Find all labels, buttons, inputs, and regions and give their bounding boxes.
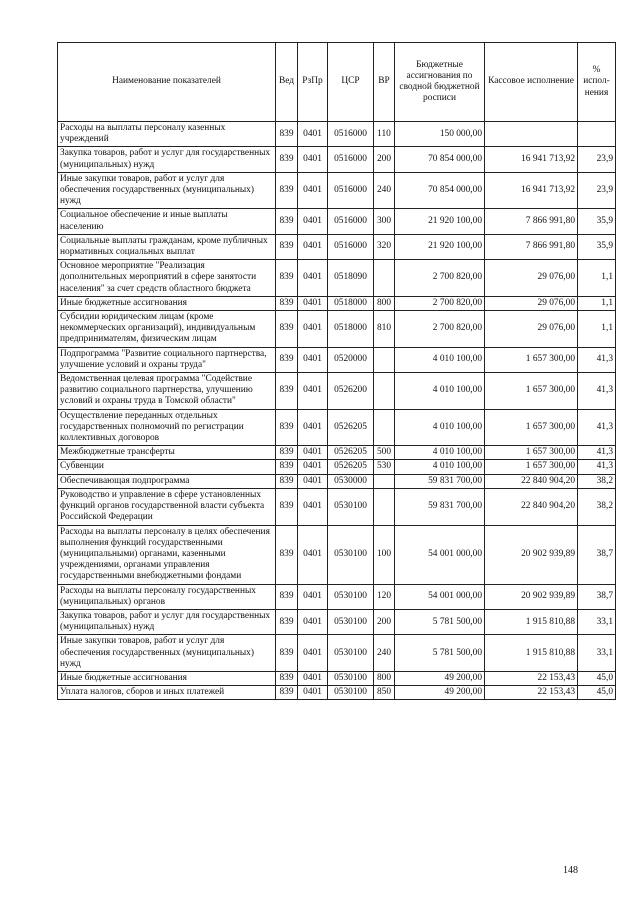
cell-ved: 839 xyxy=(276,635,298,672)
cell-vr: 800 xyxy=(374,671,395,685)
cell-ved: 839 xyxy=(276,311,298,348)
cell-budget: 2 700 820,00 xyxy=(395,296,485,310)
cell-name: Иные закупки товаров, работ и услуг для обеспечения государственных (муниципальных) нужд xyxy=(58,172,276,209)
header-rzpr: РзПр xyxy=(298,43,328,122)
cell-budget: 49 200,00 xyxy=(395,686,485,700)
cell-name: Субсидии юридическим лицам (кроме некоммерческих организаций), индивидуальным предпринимателям, физическим лицам xyxy=(58,311,276,348)
table-row xyxy=(58,609,616,634)
cell-vr xyxy=(374,488,395,525)
cell-ved: 839 xyxy=(276,373,298,410)
cell-rzpr: 0401 xyxy=(298,122,328,147)
cell-name: Иные бюджетные ассигнования xyxy=(58,671,276,685)
cell-csr: 0530100 xyxy=(328,609,374,634)
cell-csr: 0526205 xyxy=(328,409,374,446)
table-row xyxy=(58,147,616,172)
header-pct: % испол-нения xyxy=(578,43,616,122)
cell-cash: 16 941 713,92 xyxy=(485,172,578,209)
cell-cash: 20 902 939,89 xyxy=(485,525,578,584)
header-budget: Бюджетные ассигнования по сводной бюджетной росписи xyxy=(395,43,485,122)
table-row xyxy=(58,446,616,460)
cell-rzpr: 0401 xyxy=(298,446,328,460)
cell-cash: 1 915 810,88 xyxy=(485,635,578,672)
cell-pct: 38,2 xyxy=(578,488,616,525)
cell-vr xyxy=(374,373,395,410)
header-cash: Кассовое исполнение xyxy=(485,43,578,122)
table-row xyxy=(58,488,616,525)
cell-vr: 200 xyxy=(374,147,395,172)
cell-name: Расходы на выплаты персоналу государственных (муниципальных) органов xyxy=(58,584,276,609)
cell-cash: 1 657 300,00 xyxy=(485,460,578,474)
cell-rzpr: 0401 xyxy=(298,373,328,410)
cell-budget: 4 010 100,00 xyxy=(395,347,485,372)
cell-csr: 0530100 xyxy=(328,525,374,584)
cell-cash: 1 657 300,00 xyxy=(485,409,578,446)
cell-cash: 22 840 904,20 xyxy=(485,474,578,488)
cell-csr: 0518090 xyxy=(328,260,374,297)
cell-budget: 4 010 100,00 xyxy=(395,409,485,446)
cell-vr: 240 xyxy=(374,635,395,672)
cell-ved: 839 xyxy=(276,488,298,525)
cell-vr: 850 xyxy=(374,686,395,700)
cell-pct: 1,1 xyxy=(578,311,616,348)
cell-rzpr: 0401 xyxy=(298,525,328,584)
cell-cash: 1 657 300,00 xyxy=(485,347,578,372)
cell-csr: 0530100 xyxy=(328,686,374,700)
cell-ved: 839 xyxy=(276,147,298,172)
cell-vr: 320 xyxy=(374,234,395,259)
cell-budget: 21 920 100,00 xyxy=(395,234,485,259)
cell-pct: 23,9 xyxy=(578,147,616,172)
cell-csr: 0526205 xyxy=(328,460,374,474)
cell-name: Уплата налогов, сборов и иных платежей xyxy=(58,686,276,700)
cell-pct: 41,3 xyxy=(578,409,616,446)
cell-name: Субвенции xyxy=(58,460,276,474)
table-row xyxy=(58,311,616,348)
table-row xyxy=(58,474,616,488)
cell-pct: 41,3 xyxy=(578,460,616,474)
cell-rzpr: 0401 xyxy=(298,172,328,209)
cell-budget: 4 010 100,00 xyxy=(395,373,485,410)
cell-ved: 839 xyxy=(276,172,298,209)
cell-ved: 839 xyxy=(276,446,298,460)
cell-rzpr: 0401 xyxy=(298,234,328,259)
table-row xyxy=(58,584,616,609)
cell-vr xyxy=(374,409,395,446)
cell-rzpr: 0401 xyxy=(298,609,328,634)
cell-vr: 300 xyxy=(374,209,395,234)
table-row xyxy=(58,260,616,297)
cell-budget: 4 010 100,00 xyxy=(395,460,485,474)
cell-vr: 100 xyxy=(374,525,395,584)
page-number: 148 xyxy=(563,865,578,876)
cell-csr: 0530000 xyxy=(328,474,374,488)
cell-csr: 0530100 xyxy=(328,488,374,525)
cell-budget: 59 831 700,00 xyxy=(395,488,485,525)
table-row xyxy=(58,635,616,672)
cell-name: Закупка товаров, работ и услуг для государственных (муниципальных) нужд xyxy=(58,609,276,634)
cell-csr: 0518000 xyxy=(328,311,374,348)
cell-rzpr: 0401 xyxy=(298,209,328,234)
cell-cash: 29 076,00 xyxy=(485,311,578,348)
cell-budget: 70 854 000,00 xyxy=(395,147,485,172)
cell-vr xyxy=(374,260,395,297)
cell-rzpr: 0401 xyxy=(298,584,328,609)
cell-ved: 839 xyxy=(276,409,298,446)
cell-pct: 1,1 xyxy=(578,296,616,310)
cell-csr: 0530100 xyxy=(328,671,374,685)
cell-pct: 45,0 xyxy=(578,671,616,685)
cell-vr: 530 xyxy=(374,460,395,474)
cell-pct: 45,0 xyxy=(578,686,616,700)
table-row xyxy=(58,460,616,474)
cell-budget: 59 831 700,00 xyxy=(395,474,485,488)
cell-name: Социальное обеспечение и иные выплаты населению xyxy=(58,209,276,234)
cell-ved: 839 xyxy=(276,609,298,634)
cell-vr: 500 xyxy=(374,446,395,460)
cell-name: Обеспечивающая подпрограмма xyxy=(58,474,276,488)
cell-pct: 41,3 xyxy=(578,446,616,460)
cell-cash: 22 153,43 xyxy=(485,686,578,700)
cell-pct: 23,9 xyxy=(578,172,616,209)
cell-vr: 240 xyxy=(374,172,395,209)
cell-budget: 4 010 100,00 xyxy=(395,446,485,460)
cell-rzpr: 0401 xyxy=(298,296,328,310)
cell-vr: 120 xyxy=(374,584,395,609)
cell-vr xyxy=(374,474,395,488)
cell-budget: 2 700 820,00 xyxy=(395,260,485,297)
cell-budget: 21 920 100,00 xyxy=(395,209,485,234)
cell-budget: 54 001 000,00 xyxy=(395,525,485,584)
cell-ved: 839 xyxy=(276,671,298,685)
cell-name: Расходы на выплаты персоналу в целях обеспечения выполнения функций государственными (муниципальными) органами, казенными учреждениями, органами управления государственными внебюджетными фондами xyxy=(58,525,276,584)
table-row xyxy=(58,122,616,147)
header-vr: ВР xyxy=(374,43,395,122)
cell-name: Иные бюджетные ассигнования xyxy=(58,296,276,310)
cell-budget: 2 700 820,00 xyxy=(395,311,485,348)
cell-ved: 839 xyxy=(276,525,298,584)
budget-table xyxy=(57,42,616,700)
cell-csr: 0530100 xyxy=(328,635,374,672)
cell-ved: 839 xyxy=(276,260,298,297)
cell-name: Расходы на выплаты персоналу казенных учреждений xyxy=(58,122,276,147)
cell-csr: 0516000 xyxy=(328,172,374,209)
header-name: Наименование показателей xyxy=(58,43,276,122)
cell-budget: 49 200,00 xyxy=(395,671,485,685)
cell-ved: 839 xyxy=(276,686,298,700)
table-row xyxy=(58,172,616,209)
cell-csr: 0520000 xyxy=(328,347,374,372)
cell-budget: 150 000,00 xyxy=(395,122,485,147)
cell-cash: 1 915 810,88 xyxy=(485,609,578,634)
cell-cash: 1 657 300,00 xyxy=(485,446,578,460)
cell-name: Межбюджетные трансферты xyxy=(58,446,276,460)
cell-rzpr: 0401 xyxy=(298,260,328,297)
cell-ved: 839 xyxy=(276,122,298,147)
cell-pct: 1,1 xyxy=(578,260,616,297)
cell-cash: 7 866 991,80 xyxy=(485,234,578,259)
table-row xyxy=(58,296,616,310)
cell-ved: 839 xyxy=(276,460,298,474)
cell-name: Подпрограмма "Развитие социального партнерства, улучшение условий и охраны труда" xyxy=(58,347,276,372)
cell-ved: 839 xyxy=(276,296,298,310)
cell-vr: 800 xyxy=(374,296,395,310)
table-row xyxy=(58,373,616,410)
cell-rzpr: 0401 xyxy=(298,474,328,488)
cell-ved: 839 xyxy=(276,474,298,488)
cell-rzpr: 0401 xyxy=(298,311,328,348)
table-row xyxy=(58,234,616,259)
header-csr: ЦСР xyxy=(328,43,374,122)
cell-ved: 839 xyxy=(276,347,298,372)
cell-vr: 110 xyxy=(374,122,395,147)
table-row xyxy=(58,209,616,234)
cell-cash: 29 076,00 xyxy=(485,260,578,297)
cell-cash: 7 866 991,80 xyxy=(485,209,578,234)
cell-cash: 1 657 300,00 xyxy=(485,373,578,410)
cell-name: Закупка товаров, работ и услуг для государственных (муниципальных) нужд xyxy=(58,147,276,172)
cell-budget: 5 781 500,00 xyxy=(395,635,485,672)
cell-budget: 54 001 000,00 xyxy=(395,584,485,609)
table-row xyxy=(58,525,616,584)
cell-csr: 0526200 xyxy=(328,373,374,410)
cell-csr: 0516000 xyxy=(328,209,374,234)
cell-name: Осуществление переданных отдельных государственных полномочий по регистрации коллективных договоров xyxy=(58,409,276,446)
cell-ved: 839 xyxy=(276,584,298,609)
cell-csr: 0516000 xyxy=(328,122,374,147)
cell-rzpr: 0401 xyxy=(298,635,328,672)
cell-ved: 839 xyxy=(276,209,298,234)
cell-pct: 35,9 xyxy=(578,234,616,259)
cell-pct: 38,7 xyxy=(578,525,616,584)
cell-csr: 0526205 xyxy=(328,446,374,460)
cell-cash: 22 840 904,20 xyxy=(485,488,578,525)
cell-cash: 22 153,43 xyxy=(485,671,578,685)
cell-name: Ведомственная целевая программа "Содействие развитию социального партнерства, улучшению условий и охраны труда в Томской области" xyxy=(58,373,276,410)
cell-rzpr: 0401 xyxy=(298,460,328,474)
cell-rzpr: 0401 xyxy=(298,347,328,372)
header-ved: Вед xyxy=(276,43,298,122)
table-row xyxy=(58,409,616,446)
cell-rzpr: 0401 xyxy=(298,671,328,685)
cell-pct: 33,1 xyxy=(578,609,616,634)
cell-pct xyxy=(578,122,616,147)
cell-csr: 0518000 xyxy=(328,296,374,310)
cell-name: Основное мероприятие "Реализация дополнительных мероприятий в сфере занятости населения" за счет средств областного бюджета xyxy=(58,260,276,297)
cell-pct: 38,7 xyxy=(578,584,616,609)
cell-vr: 810 xyxy=(374,311,395,348)
cell-csr: 0530100 xyxy=(328,584,374,609)
table-row xyxy=(58,347,616,372)
table-header-row xyxy=(58,43,616,122)
table-row xyxy=(58,686,616,700)
cell-cash: 29 076,00 xyxy=(485,296,578,310)
cell-cash: 20 902 939,89 xyxy=(485,584,578,609)
cell-csr: 0516000 xyxy=(328,234,374,259)
cell-cash: 16 941 713,92 xyxy=(485,147,578,172)
table-row xyxy=(58,671,616,685)
cell-pct: 35,9 xyxy=(578,209,616,234)
cell-rzpr: 0401 xyxy=(298,147,328,172)
cell-name: Иные закупки товаров, работ и услуг для обеспечения государственных (муниципальных) нужд xyxy=(58,635,276,672)
cell-ved: 839 xyxy=(276,234,298,259)
cell-pct: 33,1 xyxy=(578,635,616,672)
cell-budget: 5 781 500,00 xyxy=(395,609,485,634)
cell-csr: 0516000 xyxy=(328,147,374,172)
cell-name: Социальные выплаты гражданам, кроме публичных нормативных социальных выплат xyxy=(58,234,276,259)
cell-vr xyxy=(374,347,395,372)
cell-rzpr: 0401 xyxy=(298,488,328,525)
cell-rzpr: 0401 xyxy=(298,686,328,700)
cell-rzpr: 0401 xyxy=(298,409,328,446)
cell-pct: 41,3 xyxy=(578,347,616,372)
cell-vr: 200 xyxy=(374,609,395,634)
cell-cash xyxy=(485,122,578,147)
cell-pct: 41,3 xyxy=(578,373,616,410)
cell-pct: 38,2 xyxy=(578,474,616,488)
cell-name: Руководство и управление в сфере установленных функций органов государственной власти субъекта Российской Федерации xyxy=(58,488,276,525)
cell-budget: 70 854 000,00 xyxy=(395,172,485,209)
